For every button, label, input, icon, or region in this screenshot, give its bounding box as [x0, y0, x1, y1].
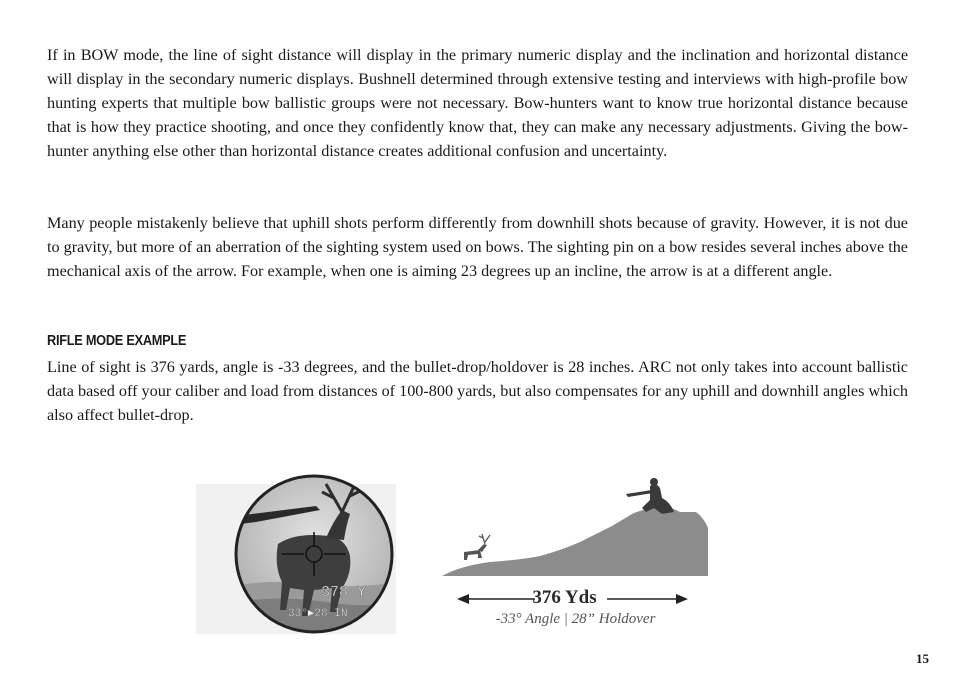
- body-paragraph-gravity: Many people mistakenly believe that uphill shots perform differently from downhill shots because of gravity. However, it is not due to gravity, but more of an aberration of the sighting system used on bows. The sighting pin on a bow resides several inches above the mechanical axis of the arrow. For example, when one is aiming 23 degrees up an incline, the arrow is at a different angle.: [47, 214, 908, 280]
- page-number: 15: [916, 651, 929, 666]
- scope-view-illustration: [196, 470, 396, 640]
- scope-secondary-readout: 33°▶28 IN: [288, 608, 348, 620]
- angle-holdover-label: -33° Angle | 28” Holdover: [495, 611, 656, 627]
- section-heading: RIFLE MODE EXAMPLE: [47, 333, 187, 349]
- scope-primary-readout: 378 Y: [321, 584, 367, 601]
- body-paragraph-bow-mode: If in BOW mode, the line of sight distance will display in the primary numeric display and the inclination and horizontal distance will display in the secondary numeric displays. Bushnell determined through extensive testing and interviews with high-profile bow hunting experts that multiple bow ballistic groups were not necessary. Bow-hunters want to know true horizontal distance because that is how they practice shooting, and once they confidently know that, they can make any necessary adjustments. Giving the bow-hunter anything else other than horizontal distance creates additional confusion and uncertainty.: [47, 46, 908, 160]
- body-paragraph-rifle-mode: Line of sight is 376 yards, angle is -33 degrees, and the bullet-drop/holdover is 28 inches. ARC not only takes into account ballistic data based off your caliber and load from distances of 100-800 yards, but also compensates for any uphill and downhill angles which also affect bullet-drop.: [47, 358, 909, 424]
- distance-label: 376 Yds: [532, 587, 597, 608]
- hill-scene-illustration: [440, 472, 712, 582]
